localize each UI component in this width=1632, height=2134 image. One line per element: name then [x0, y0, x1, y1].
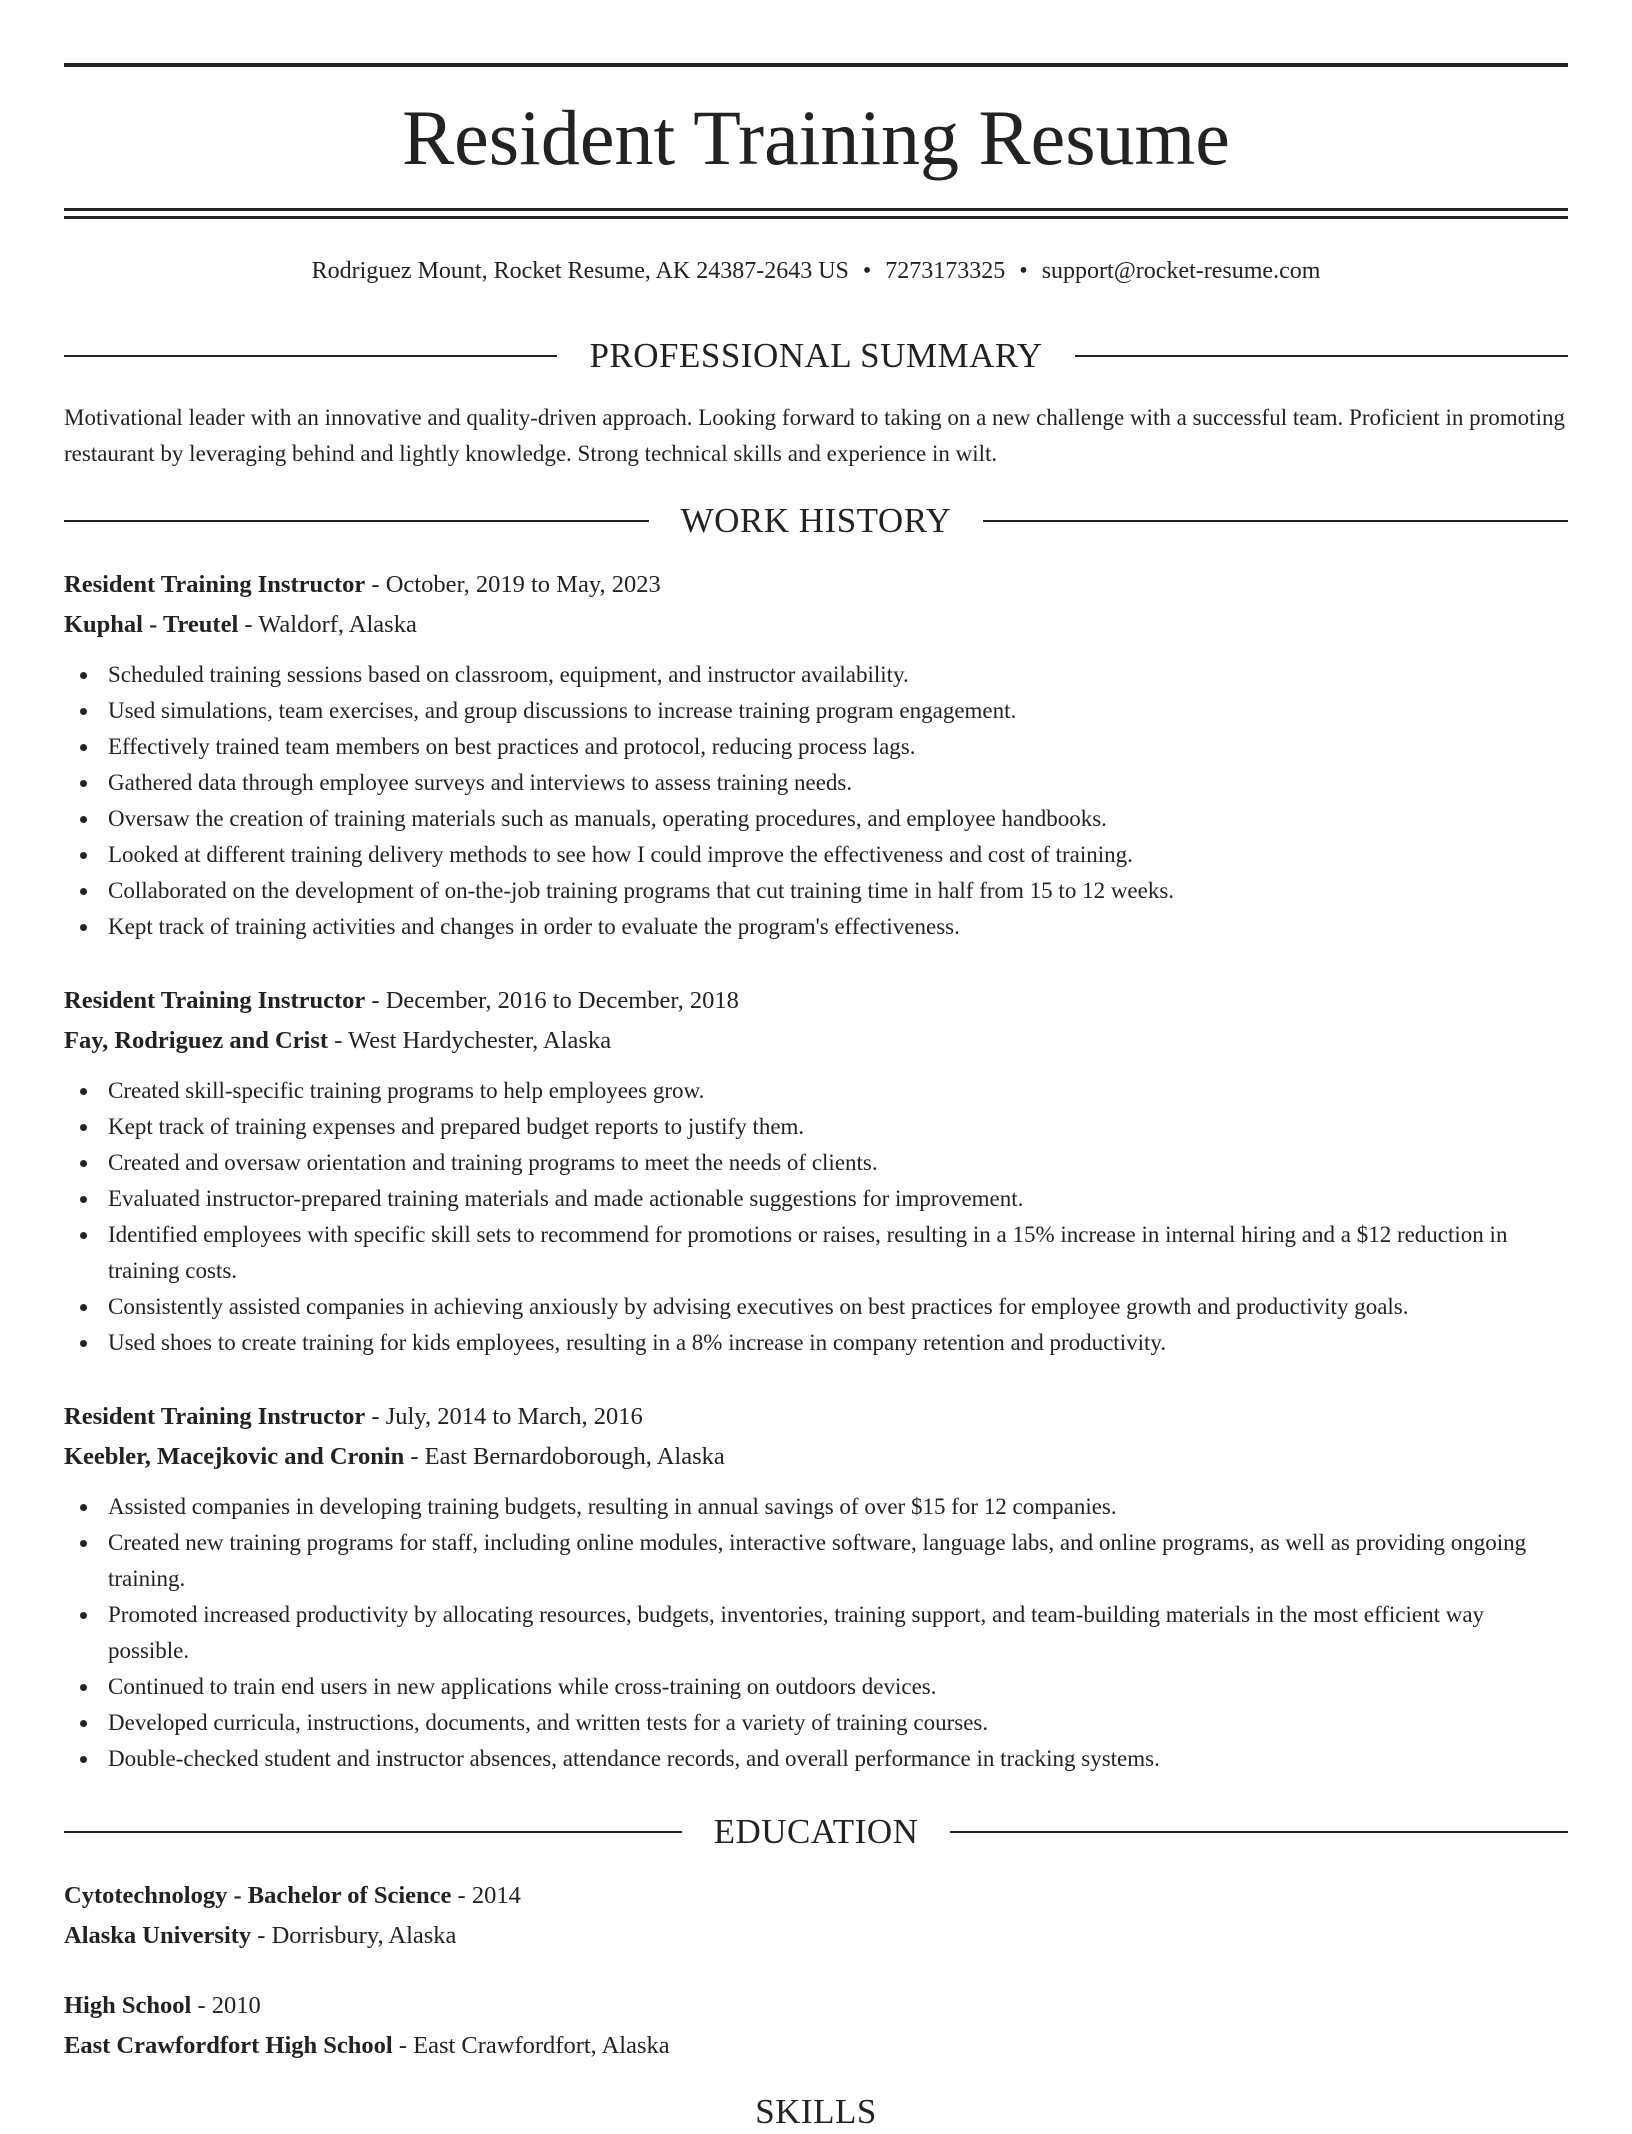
job-dates: - December, 2016 to December, 2018 — [365, 987, 739, 1014]
list-item: Scheduled training sessions based on classroom, equipment, and instructor availability. — [64, 657, 1568, 693]
contact-address: Rodriguez Mount, Rocket Resume, AK 24387-2643 US — [311, 258, 849, 284]
list-item: Created skill-specific training programs to help employees grow. — [64, 1073, 1568, 1109]
heading-rule-right — [1075, 355, 1568, 357]
education-entry — [64, 1986, 1568, 2066]
education-degree-line — [64, 1986, 1568, 2026]
job-location: - East Bernardoborough, Alaska — [404, 1443, 725, 1470]
education-school-line — [64, 1916, 1568, 1956]
education-school: Alaska University — [64, 1922, 252, 1949]
list-item: Created new training programs for staff, including online modules, interactive software, language labs, and online programs, as well as providing ongoing training. — [64, 1525, 1568, 1597]
contact-separator: • — [862, 258, 872, 284]
education-degree: High School — [64, 1992, 192, 2019]
list-item: Consistently assisted companies in achieving anxiously by advising executives on best practices for employee growth and productivity goals. — [64, 1289, 1568, 1325]
list-item: Collaborated on the development of on-the-job training programs that cut training time in half from 15 to 12 weeks. — [64, 873, 1568, 909]
section-title: WORK HISTORY — [680, 501, 952, 540]
section-title: EDUCATION — [713, 1812, 919, 1851]
job-title-line — [64, 565, 1568, 605]
section-title: SKILLS — [755, 2092, 877, 2131]
job-title: Resident Training Instructor — [64, 987, 366, 1014]
education-degree-line — [64, 1876, 1568, 1916]
section-heading-work-history — [64, 499, 1568, 543]
contact-phone: 7273173325 — [885, 258, 1006, 284]
list-item: Developed curricula, instructions, documents, and written tests for a variety of training courses. — [64, 1705, 1568, 1741]
list-item: Promoted increased productivity by allocating resources, budgets, inventories, training support, and team-building materials in the most efficient way possible. — [64, 1597, 1568, 1669]
list-item: Gathered data through employee surveys and interviews to assess training needs. — [64, 765, 1568, 801]
job-title: Resident Training Instructor — [64, 571, 366, 598]
contact-email: support@rocket-resume.com — [1041, 258, 1321, 284]
list-item: Kept track of training expenses and prepared budget reports to justify them. — [64, 1109, 1568, 1145]
job-entry — [64, 565, 1568, 945]
education-year: - 2014 — [451, 1882, 521, 1909]
list-item: Looked at different training delivery methods to see how I could improve the effectiveness and cost of training. — [64, 837, 1568, 873]
education-year: - 2010 — [191, 1992, 261, 2019]
heading-rule-left — [64, 355, 557, 357]
job-bullets — [64, 657, 1568, 945]
job-company: Fay, Rodriguez and Crist — [64, 1027, 329, 1054]
education-school: East Crawfordfort High School — [64, 2032, 393, 2059]
job-entry — [64, 981, 1568, 1361]
job-title-line — [64, 1397, 1568, 1437]
job-bullets — [64, 1073, 1568, 1361]
job-entry — [64, 1397, 1568, 1777]
job-company-line — [64, 605, 1568, 645]
title-rule-upper — [64, 208, 1568, 211]
job-location: - Waldorf, Alaska — [238, 611, 417, 638]
heading-rule-right — [983, 520, 1568, 522]
list-item: Oversaw the creation of training materials such as manuals, operating procedures, and employee handbooks. — [64, 801, 1568, 837]
education-entry — [64, 1876, 1568, 1956]
job-bullets — [64, 1489, 1568, 1777]
title-rule-lower — [64, 216, 1568, 219]
summary-text: Motivational leader with an innovative and quality-driven approach. Looking forward to taking on a new challenge with a successful team. Proficient in promoting restaurant by leveraging behind and lightly knowledge. Strong technical skills and experience in wilt. — [64, 405, 1565, 466]
list-item: Created and oversaw orientation and training programs to meet the needs of clients. — [64, 1145, 1568, 1181]
section-heading-education — [64, 1810, 1568, 1854]
list-item: Continued to train end users in new applications while cross-training on outdoors devices. — [64, 1669, 1568, 1705]
list-item: Effectively trained team members on best practices and protocol, reducing process lags. — [64, 729, 1568, 765]
list-item: Used simulations, team exercises, and group discussions to increase training program engagement. — [64, 693, 1568, 729]
education-location: - East Crawfordfort, Alaska — [392, 2032, 670, 2059]
heading-rule-right — [950, 1831, 1568, 1833]
list-item: Double-checked student and instructor absences, attendance records, and overall performance in tracking systems. — [64, 1741, 1568, 1777]
job-company-line — [64, 1437, 1568, 1477]
heading-rule-left — [64, 1831, 682, 1833]
job-company: Keebler, Macejkovic and Cronin — [64, 1443, 405, 1470]
list-item: Assisted companies in developing training budgets, resulting in annual savings of over $15 for 12 companies. — [64, 1489, 1568, 1525]
job-title-line — [64, 981, 1568, 1021]
section-heading-skills — [64, 2090, 1568, 2134]
list-item: Identified employees with specific skill sets to recommend for promotions or raises, resulting in a 15% increase in internal hiring and a $12 reduction in training costs. — [64, 1217, 1568, 1289]
education-degree: Cytotechnology - Bachelor of Science — [64, 1882, 452, 1909]
job-dates: - July, 2014 to March, 2016 — [365, 1403, 643, 1430]
heading-rule-left — [64, 520, 649, 522]
section-heading-summary — [64, 334, 1568, 378]
job-company: Kuphal - Treutel — [64, 611, 239, 638]
education-location: - Dorrisbury, Alaska — [251, 1922, 457, 1949]
job-title: Resident Training Instructor — [64, 1403, 366, 1430]
contact-line — [64, 254, 1568, 288]
list-item: Evaluated instructor-prepared training materials and made actionable suggestions for improvement. — [64, 1181, 1568, 1217]
job-dates: - October, 2019 to May, 2023 — [365, 571, 661, 598]
job-company-line — [64, 1021, 1568, 1061]
education-school-line — [64, 2026, 1568, 2066]
resume-title: Resident Training Resume — [402, 94, 1230, 181]
list-item: Kept track of training activities and changes in order to evaluate the program's effectiveness. — [64, 909, 1568, 945]
job-location: - West Hardychester, Alaska — [328, 1027, 612, 1054]
contact-separator: • — [1019, 258, 1028, 284]
section-title: PROFESSIONAL SUMMARY — [589, 336, 1043, 375]
top-rule — [64, 63, 1568, 67]
list-item: Used shoes to create training for kids employees, resulting in a 8% increase in company retention and productivity. — [64, 1325, 1568, 1361]
